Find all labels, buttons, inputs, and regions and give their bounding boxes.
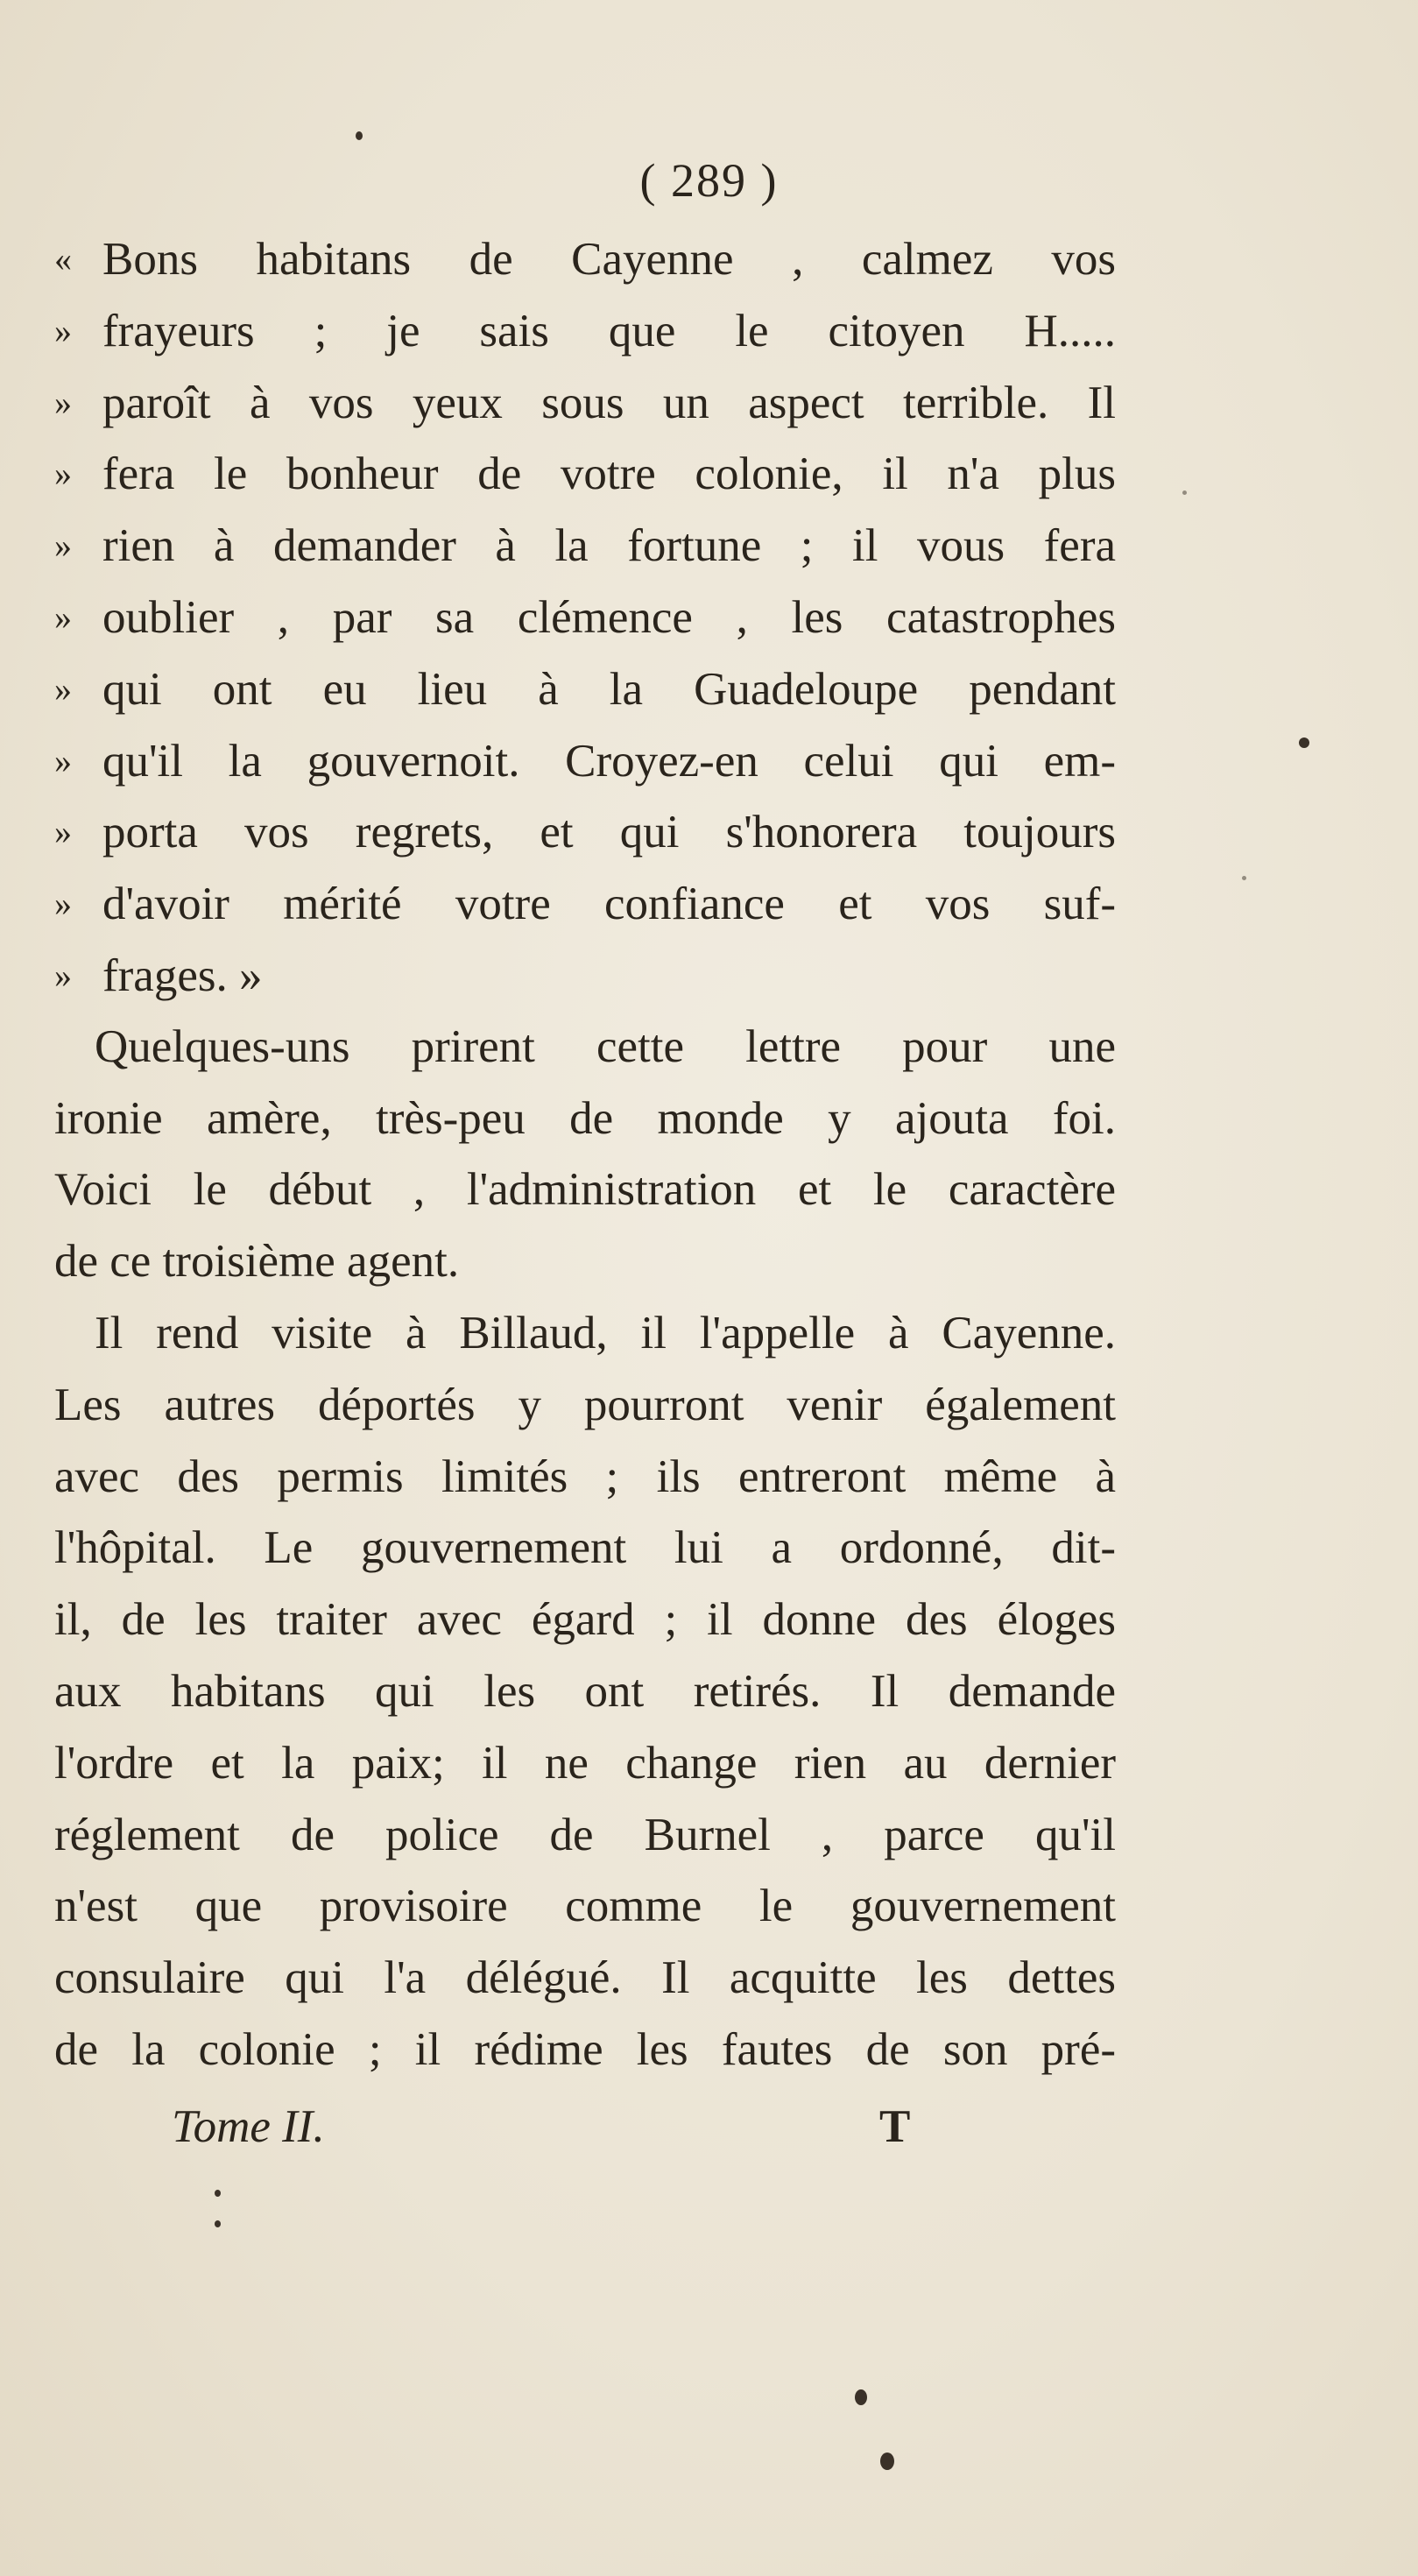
ink-speck — [855, 2389, 867, 2405]
quote-mark: « — [54, 239, 72, 279]
quote-mark: » — [54, 740, 72, 780]
text-line — [54, 1513, 1116, 1584]
body-text — [54, 223, 1116, 2086]
text-line — [54, 1656, 1116, 1728]
line-text: frayeurs ; je sais que le citoyen H..... — [102, 305, 1116, 356]
line-text: qui ont eu lieu à la Guadeloupe pendant — [102, 663, 1116, 715]
text-line — [54, 295, 1116, 367]
quote-mark: » — [54, 668, 72, 709]
line-text: il, de les traiter avec égard ; il donne des éloges — [54, 1594, 1116, 1646]
text-line — [54, 2015, 1116, 2086]
quote-mark: » — [54, 454, 72, 494]
text-line — [54, 582, 1116, 653]
text-line — [54, 1943, 1116, 2015]
signature-mark: T — [879, 2101, 911, 2152]
line-text: Les autres déportés y pourront venir également — [54, 1379, 1116, 1430]
line-text: porta vos regrets, et qui s'honorera toujours — [102, 807, 1116, 858]
line-text: d'avoir mérité votre confiance et vos suf- — [102, 879, 1116, 930]
line-text: Voici le début , l'administration et le caractère — [54, 1164, 1116, 1216]
volume-label: Tome II. — [172, 2101, 325, 2152]
text-line — [54, 1083, 1116, 1155]
text-line — [54, 367, 1116, 439]
quote-mark: » — [54, 382, 72, 422]
line-text: l'ordre et la paix; il ne change rien au dernier — [54, 1737, 1116, 1789]
quote-mark: » — [54, 310, 72, 350]
line-text: aux habitans qui les ont retirés. Il demande — [54, 1665, 1116, 1717]
quote-mark: » — [54, 955, 72, 995]
text-line — [54, 1226, 1116, 1298]
ink-speck — [1242, 876, 1246, 880]
text-line — [54, 1370, 1116, 1442]
text-line — [54, 1800, 1116, 1872]
line-text: de ce troisième agent. — [54, 1236, 460, 1288]
line-text: Quelques-uns prirent cette lettre pour une — [95, 1020, 1116, 1072]
text-line — [54, 438, 1116, 510]
ink-speck — [880, 2452, 894, 2470]
text-line — [54, 1298, 1116, 1370]
text-line — [54, 653, 1116, 725]
page-footer — [172, 2100, 960, 2170]
quote-mark: » — [54, 812, 72, 852]
text-line — [54, 223, 1116, 295]
text-line — [54, 510, 1116, 582]
line-text: Il rend visite à Billaud, il l'appelle à Cayenne. — [95, 1307, 1116, 1359]
ink-speck — [1299, 738, 1309, 748]
line-text: l'hôpital. Le gouvernement lui a ordonné, dit- — [54, 1522, 1116, 1574]
ink-speck — [1182, 490, 1187, 495]
quote-mark: » — [54, 526, 72, 566]
ink-speck — [356, 131, 363, 140]
page-number: ( 289 ) — [639, 154, 779, 207]
line-text: avec des permis limités ; ils entreront même à — [54, 1450, 1116, 1502]
ink-speck — [215, 2220, 221, 2227]
line-text: n'est que provisoire comme le gouvernement — [54, 1881, 1116, 1932]
line-text: oublier , par sa clémence , les catastrophes — [102, 591, 1116, 643]
ink-speck — [215, 2190, 221, 2197]
quote-mark: » — [54, 884, 72, 924]
quote-mark: » — [54, 596, 72, 637]
line-text: qu'il la gouvernoit. Croyez-en celui qui em- — [102, 735, 1116, 787]
line-text: de la colonie ; il rédime les fautes de son pré- — [54, 2023, 1116, 2075]
text-line — [54, 1584, 1116, 1656]
text-line — [54, 1154, 1116, 1226]
line-text: frages. » — [102, 949, 263, 1001]
line-text: ironie amère, très-peu de monde y ajouta foi. — [54, 1092, 1116, 1144]
text-line — [54, 1728, 1116, 1800]
line-text: fera le bonheur de votre colonie, il n'a plus — [102, 448, 1116, 500]
line-text: réglement de police de Burnel , parce qu'il — [54, 1809, 1116, 1860]
line-text: Bons habitans de Cayenne , calmez vos — [102, 234, 1116, 285]
text-line — [54, 1012, 1116, 1083]
text-line — [54, 868, 1116, 940]
text-line — [54, 1871, 1116, 1943]
line-text: consulaire qui l'a délégué. Il acquitte les dettes — [54, 1952, 1116, 2004]
text-line — [54, 725, 1116, 797]
text-line — [54, 796, 1116, 868]
text-line — [54, 940, 1116, 1012]
line-text: paroît à vos yeux sous un aspect terrible. Il — [102, 377, 1116, 428]
text-line — [54, 1442, 1116, 1514]
line-text: rien à demander à la fortune ; il vous fera — [102, 520, 1116, 572]
